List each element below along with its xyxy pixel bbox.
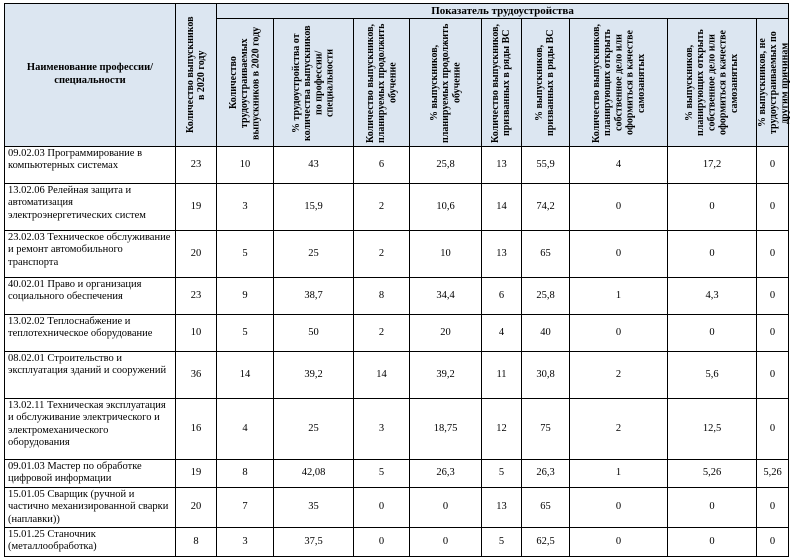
row-value-9: 0 — [757, 399, 789, 460]
row-name: 08.02.01 Строительство и эксплуатация зданий и сооружений — [5, 352, 176, 399]
row-value-9: 0 — [757, 315, 789, 352]
row-value-4: 34,4 — [410, 278, 482, 315]
row-value-8: 0 — [668, 231, 757, 278]
row-value-2: 15,9 — [274, 184, 354, 231]
row-value-4: 25,8 — [410, 147, 482, 184]
row-name: 15.01.25 Станочник (металлообработка) — [5, 527, 176, 556]
row-value-3: 0 — [354, 487, 410, 527]
row-value-6: 26,3 — [522, 460, 570, 488]
row-value-2: 25 — [274, 399, 354, 460]
row-value-2: 37,5 — [274, 527, 354, 556]
row-name: 09.01.03 Мастер по обработке цифровой информации — [5, 460, 176, 488]
row-name: 15.01.05 Сварщик (ручной и частично механизированной сварки (наплавки)) — [5, 487, 176, 527]
row-value-5: 12 — [482, 399, 522, 460]
row-value-3: 2 — [354, 231, 410, 278]
row-value-2: 35 — [274, 487, 354, 527]
row-value-8: 0 — [668, 184, 757, 231]
header-col-6: % выпускников, призванных в ряды ВС — [522, 19, 570, 147]
row-value-3: 2 — [354, 184, 410, 231]
row-value-7: 2 — [570, 352, 668, 399]
row-value-7: 0 — [570, 184, 668, 231]
row-name: 23.02.03 Техническое обслуживание и ремонт автомобильного транспорта — [5, 231, 176, 278]
row-value-4: 26,3 — [410, 460, 482, 488]
table-body — [5, 147, 789, 557]
row-value-6: 75 — [522, 399, 570, 460]
row-value-7: 1 — [570, 460, 668, 488]
table-row — [5, 147, 789, 184]
row-value-4: 20 — [410, 315, 482, 352]
row-graduates: 23 — [176, 147, 217, 184]
row-value-9: 0 — [757, 231, 789, 278]
header-col-9: % выпускников, не трудоустраиваемых по другим причинам — [757, 19, 789, 147]
row-value-6: 55,9 — [522, 147, 570, 184]
row-value-9: 0 — [757, 184, 789, 231]
row-value-4: 0 — [410, 487, 482, 527]
row-value-4: 18,75 — [410, 399, 482, 460]
row-value-1: 5 — [217, 231, 274, 278]
row-value-3: 2 — [354, 315, 410, 352]
row-graduates: 19 — [176, 184, 217, 231]
row-value-3: 8 — [354, 278, 410, 315]
table-row — [5, 399, 789, 460]
row-name: 13.02.02 Теплоснабжение и теплотехническое оборудование — [5, 315, 176, 352]
row-graduates: 20 — [176, 231, 217, 278]
row-name: 13.02.06 Релейная защита и автоматизация электроэнергетических систем — [5, 184, 176, 231]
header-col-5: Количество выпускников, призванных в ряды ВС — [482, 19, 522, 147]
row-graduates: 8 — [176, 527, 217, 556]
row-graduates: 10 — [176, 315, 217, 352]
row-name: 09.02.03 Программирование в компьютерных системах — [5, 147, 176, 184]
row-value-1: 3 — [217, 527, 274, 556]
row-graduates: 23 — [176, 278, 217, 315]
row-value-1: 14 — [217, 352, 274, 399]
row-value-7: 2 — [570, 399, 668, 460]
row-name: 40.02.01 Право и организация социального обеспечения — [5, 278, 176, 315]
row-value-6: 62,5 — [522, 527, 570, 556]
row-value-7: 0 — [570, 527, 668, 556]
header-col-1: Количество трудоустраиваемых выпускников в 2020 году — [217, 19, 274, 147]
row-name: 13.02.11 Техническая эксплуатация и обслуживание электрического и электромеханического оборудования — [5, 399, 176, 460]
row-value-8: 5,26 — [668, 460, 757, 488]
row-value-9: 0 — [757, 487, 789, 527]
row-value-1: 4 — [217, 399, 274, 460]
row-value-6: 65 — [522, 231, 570, 278]
row-value-3: 3 — [354, 399, 410, 460]
row-value-8: 0 — [668, 315, 757, 352]
row-value-5: 6 — [482, 278, 522, 315]
table-row — [5, 460, 789, 488]
row-value-5: 13 — [482, 231, 522, 278]
row-value-2: 25 — [274, 231, 354, 278]
row-value-7: 0 — [570, 315, 668, 352]
header-group: Показатель трудоустройства — [217, 4, 789, 19]
row-value-2: 50 — [274, 315, 354, 352]
header-name: Наименование профессии/ специальности — [5, 4, 176, 147]
row-value-1: 10 — [217, 147, 274, 184]
row-value-2: 43 — [274, 147, 354, 184]
row-graduates: 19 — [176, 460, 217, 488]
header-graduates: Количество выпускников в 2020 году — [176, 4, 217, 147]
row-value-1: 7 — [217, 487, 274, 527]
row-value-8: 5,6 — [668, 352, 757, 399]
row-value-8: 12,5 — [668, 399, 757, 460]
row-value-5: 14 — [482, 184, 522, 231]
header-col-8: % выпускников, планирующих открыть собственное дело или оформиться в качестве самозанятых — [668, 19, 757, 147]
row-value-9: 0 — [757, 527, 789, 556]
row-value-4: 39,2 — [410, 352, 482, 399]
row-value-9: 0 — [757, 352, 789, 399]
row-value-9: 5,26 — [757, 460, 789, 488]
table-row — [5, 487, 789, 527]
row-value-3: 6 — [354, 147, 410, 184]
row-value-7: 4 — [570, 147, 668, 184]
row-value-9: 0 — [757, 278, 789, 315]
header-col-2: % трудоустройства от количества выпускников по профессии/ специальности — [274, 19, 354, 147]
employment-table — [4, 3, 789, 557]
row-value-2: 38,7 — [274, 278, 354, 315]
row-value-1: 9 — [217, 278, 274, 315]
row-value-5: 13 — [482, 487, 522, 527]
row-value-5: 5 — [482, 460, 522, 488]
row-value-6: 30,8 — [522, 352, 570, 399]
row-value-6: 25,8 — [522, 278, 570, 315]
table-row — [5, 527, 789, 556]
row-value-6: 40 — [522, 315, 570, 352]
row-value-3: 14 — [354, 352, 410, 399]
row-value-4: 10,6 — [410, 184, 482, 231]
row-value-2: 39,2 — [274, 352, 354, 399]
table-row — [5, 184, 789, 231]
row-graduates: 20 — [176, 487, 217, 527]
row-value-1: 3 — [217, 184, 274, 231]
row-value-7: 1 — [570, 278, 668, 315]
header-col-7: Количество выпускников, планирующих открыть собственное дело или оформиться в качестве самозанятых — [570, 19, 668, 147]
row-value-3: 0 — [354, 527, 410, 556]
row-value-1: 8 — [217, 460, 274, 488]
row-value-4: 10 — [410, 231, 482, 278]
row-value-9: 0 — [757, 147, 789, 184]
table-row — [5, 315, 789, 352]
row-value-8: 17,2 — [668, 147, 757, 184]
row-value-4: 0 — [410, 527, 482, 556]
table-row — [5, 352, 789, 399]
row-value-7: 0 — [570, 487, 668, 527]
row-value-2: 42,08 — [274, 460, 354, 488]
row-value-5: 11 — [482, 352, 522, 399]
row-graduates: 36 — [176, 352, 217, 399]
row-value-5: 5 — [482, 527, 522, 556]
row-value-6: 65 — [522, 487, 570, 527]
header-col-3: Количество выпускников, планируемых продолжить обучение — [354, 19, 410, 147]
row-value-8: 0 — [668, 527, 757, 556]
row-value-1: 5 — [217, 315, 274, 352]
row-value-5: 13 — [482, 147, 522, 184]
table-row — [5, 278, 789, 315]
row-value-8: 4,3 — [668, 278, 757, 315]
row-value-5: 4 — [482, 315, 522, 352]
header-col-4: % выпускников, планируемых продолжить обучение — [410, 19, 482, 147]
row-graduates: 16 — [176, 399, 217, 460]
row-value-3: 5 — [354, 460, 410, 488]
row-value-6: 74,2 — [522, 184, 570, 231]
row-value-7: 0 — [570, 231, 668, 278]
row-value-8: 0 — [668, 487, 757, 527]
table-row — [5, 231, 789, 278]
